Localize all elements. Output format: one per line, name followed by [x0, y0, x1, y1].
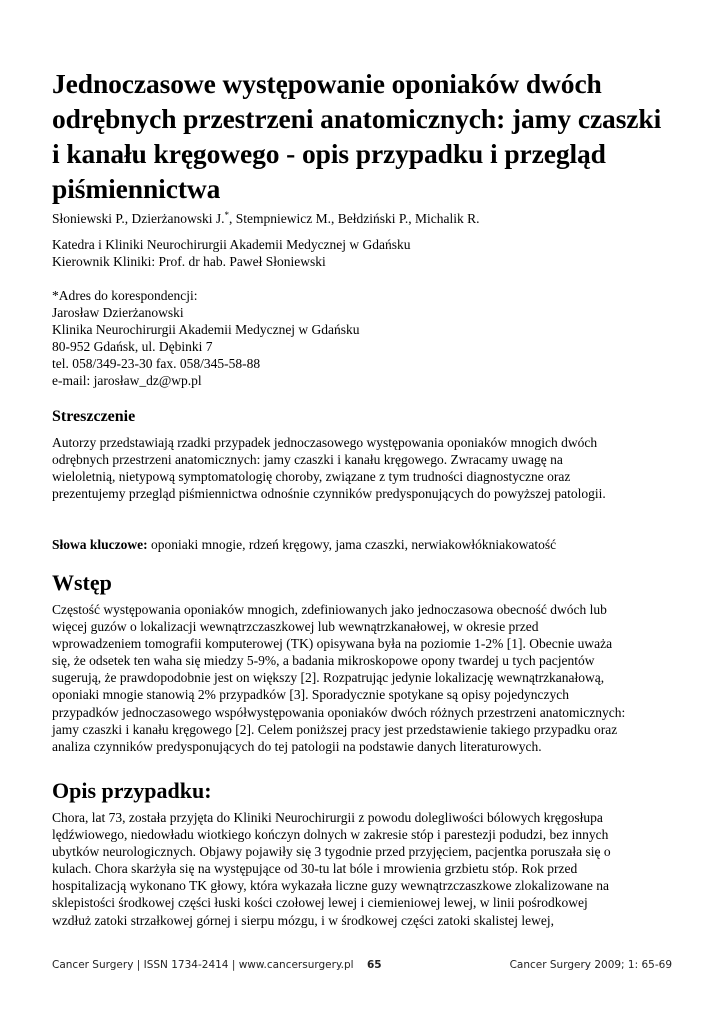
intro-line: sugerują, że prawdopodobnie jest on większy [2]. Rozpatrując jedynie lokalizację wewnątrzkanałową,	[52, 670, 605, 686]
intro-line: oponiaki mnogie stanowią 2% przypadków [3]. Sporadycznie spotykane są opisy pojedynczych	[52, 687, 569, 703]
case-line: lędźwiowego, niedowładu wiotkiego kończyn dolnych w zakresie stóp i parestezji podudzi, bez innych	[52, 827, 609, 843]
keywords-text: oponiaki mnogie, rdzeń kręgowy, jama czaszki, nerwiakowłókniakowatość	[147, 537, 557, 552]
case-line: Chora, lat 73, została przyjęta do Kliniki Neurochirurgii z powodu dolegliwości bólowych kręgosłupa	[52, 810, 603, 825]
intro-line: więcej guzów o lokalizacji wewnątrzczaszkowej lub wewnątrzkanałowej, w okresie przed	[52, 619, 539, 635]
affiliation-block	[52, 236, 411, 270]
intro-line: się, że odsetek ten waha się miedzy 5-9%, a badania mikroskopowe opony twardej u tych pacjentów	[52, 653, 595, 669]
intro-line: Częstość występowania oponiaków mnogich, zdefiniowanych jako jednoczasowa obecność dwóch lub	[52, 602, 607, 617]
intro-line: analiza czynników predysponujących do tej patologii na podstawie danych literaturowych.	[52, 738, 542, 754]
authors-rest: , Stempniewicz M., Bełdziński P., Michalik R.	[229, 211, 480, 226]
case-line: wzdłuż zatoki strzałkowej górnej i sierpu mózgu, i w środkowej części zatoki skalistej lewej,	[52, 912, 554, 928]
correspondence-line: Klinika Neurochirurgii Akademii Medycznej w Gdańsku	[52, 322, 360, 337]
correspondence-block	[52, 287, 360, 389]
keywords-line	[52, 536, 556, 553]
footer-citation: Cancer Surgery 2009; 1: 65-69	[509, 959, 672, 971]
correspondence-line: tel. 058/349-23-30 fax. 058/345-58-88	[52, 356, 261, 371]
correspondence-email: e-mail: jarosław_dz@wp.pl	[52, 373, 202, 388]
article-title: Jednoczasowe występowanie oponiaków dwóch odrębnych przestrzeni anatomicznych: jamy czaszki i kanału kręgowego - opis przypadku i przegląd piśmiennictwa	[52, 68, 662, 204]
author-list	[52, 210, 479, 228]
page-number: 65	[366, 959, 382, 971]
correspondence-line: 80-952 Gdańsk, ul. Dębinki 7	[52, 339, 213, 354]
case-line: ubytków neurologicznych. Objawy pojawiły się 3 tygodnie przed przyjęciem, pacjentka poruszała się o	[52, 844, 611, 860]
affiliation-line: Kierownik Kliniki: Prof. dr hab. Paweł Słoniewski	[52, 254, 326, 269]
abstract-line: wieloletnią, nietypową symptomatologię choroby, związane z tym trudności diagnostyczne oraz	[52, 469, 571, 485]
case-line: hospitalizacją wykonano TK głowy, która wykazała liczne guzy wewnątrzczaszkowe zlokalizowane na	[52, 878, 610, 894]
intro-line: przypadków jednoczasowego współwystępowania oponiaków dwóch różnych przestrzeni anatomicznych:	[52, 704, 626, 720]
abstract-line: prezentujemy przegląd piśmiennictwa odnośnie czynników predysponujących do powyższej patologii.	[52, 486, 606, 502]
case-line: sklepistości środkowej części łuski kości czołowej lewej i ciemieniowej lewej, w linii pośrodkowej	[52, 895, 588, 911]
case-heading: Opis przypadku:	[52, 778, 212, 803]
abstract-text	[52, 434, 674, 502]
keywords-label: Słowa kluczowe:	[52, 537, 148, 552]
case-text	[52, 809, 674, 929]
footer-journal-text: Cancer Surgery | ISSN 1734-2414 | www.cancersurgery.pl	[52, 959, 354, 971]
case-line: kulach. Chora skarżyła się na występujące od 30-tu lat bóle i mrowienia grzbietu stóp. Rok przed	[52, 861, 578, 877]
abstract-line: odrębnych przestrzeni anatomicznych: jamy czaszki i kanału kręgowego. Zwracamy uwagę na	[52, 452, 563, 468]
intro-text	[52, 601, 674, 755]
correspondence-line: Jarosław Dzierżanowski	[52, 305, 184, 320]
corresponding-author-mark: *	[224, 210, 229, 220]
correspondence-line: *Adres do korespondencji:	[52, 288, 198, 303]
intro-line: jamy czaszki i kanału kręgowego [2]. Celem poniższej pracy jest przedstawienie takiego przypadku oraz	[52, 721, 618, 737]
abstract-heading: Streszczenie	[52, 408, 136, 425]
footer-journal	[52, 958, 382, 972]
abstract-line: Autorzy przedstawiają rzadki przypadek jednoczasowego występowania oponiaków mnogich dwóch	[52, 435, 598, 450]
affiliation-line: Katedra i Kliniki Neurochirurgii Akademii Medycznej w Gdańsku	[52, 237, 411, 252]
authors-first: Słoniewski P., Dzierżanowski J.	[52, 211, 225, 226]
intro-line: wprowadzeniem tomografii komputerowej (TK) opisywana była na poziomie 1-2% [1]. Obecnie uważa	[52, 636, 613, 652]
intro-heading: Wstęp	[52, 570, 112, 595]
